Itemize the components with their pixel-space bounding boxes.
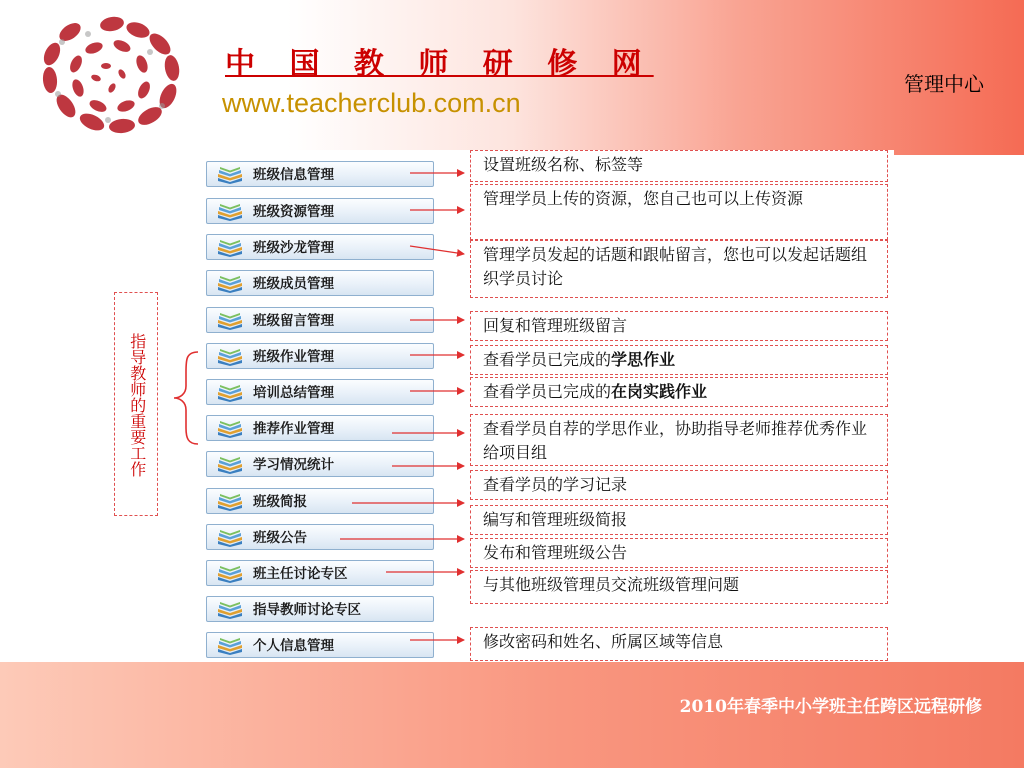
book-stack-icon — [216, 203, 244, 221]
footer-banner — [0, 662, 1024, 768]
menu-button-3[interactable] — [206, 234, 434, 260]
book-stack-icon — [216, 239, 244, 257]
menu-button-8[interactable] — [206, 415, 434, 441]
description-box-1 — [470, 150, 888, 182]
description-text: 查看学员的学习记录 — [483, 475, 628, 494]
description-text: 发布和管理班级公告 — [483, 543, 628, 562]
description-box-3 — [470, 240, 888, 298]
menu-button-10[interactable] — [206, 488, 434, 514]
menu-button-label: 班级留言管理 — [253, 313, 334, 329]
footer-text: 2010年春季中小学班主任跨区远程研修 — [679, 697, 982, 717]
book-stack-icon — [216, 420, 244, 438]
description-emphasis: 在岗实践作业 — [611, 382, 708, 401]
description-text: 与其他班级管理员交流班级管理问题 — [483, 575, 740, 594]
book-stack-icon — [216, 348, 244, 366]
menu-button-4[interactable] — [206, 270, 434, 296]
menu-button-label: 班级简报 — [253, 494, 307, 510]
menu-button-label: 班级沙龙管理 — [253, 240, 334, 256]
header-banner — [0, 0, 1024, 155]
description-box-5 — [470, 345, 888, 375]
menu-button-label: 个人信息管理 — [253, 638, 334, 654]
site-title: 中 国 教 师 研 修 网 — [225, 47, 654, 82]
menu-button-1[interactable] — [206, 161, 434, 187]
description-text: 修改密码和姓名、所属区域等信息 — [483, 632, 724, 651]
menu-button-7[interactable] — [206, 379, 434, 405]
menu-button-2[interactable] — [206, 198, 434, 224]
menu-button-label: 推荐作业管理 — [253, 421, 334, 437]
description-text: 查看学员自荐的学思作业，协助指导老师推荐优秀作业给项目组 — [483, 419, 868, 462]
description-text: 管理学员上传的资源，您自己也可以上传资源 — [483, 189, 804, 208]
menu-button-label: 班级作业管理 — [253, 349, 334, 365]
menu-button-14[interactable] — [206, 632, 434, 658]
description-box-9 — [470, 505, 888, 535]
book-stack-icon — [216, 565, 244, 583]
book-stack-icon — [216, 384, 244, 402]
menu-button-label: 班级公告 — [253, 530, 307, 546]
menu-button-12[interactable] — [206, 560, 434, 586]
menu-button-5[interactable] — [206, 307, 434, 333]
description-box-10 — [470, 538, 888, 568]
book-stack-icon — [216, 529, 244, 547]
site-url[interactable]: www.teacherclub.com.cn — [222, 88, 521, 118]
menu-button-11[interactable] — [206, 524, 434, 550]
description-text: 查看学员已完成的 — [483, 382, 612, 401]
book-stack-icon — [216, 493, 244, 511]
curly-brace-icon — [174, 352, 198, 444]
side-label-box — [114, 292, 158, 516]
management-center-label: 管理中心 — [904, 72, 984, 96]
description-box-8 — [470, 470, 888, 500]
menu-button-6[interactable] — [206, 343, 434, 369]
book-stack-icon — [216, 166, 244, 184]
description-text: 设置班级名称、标签等 — [483, 155, 644, 174]
teacherclub-logo-icon — [22, 10, 202, 140]
description-box-4 — [470, 311, 888, 341]
side-label-text: 指导教师的重要工作 — [127, 333, 147, 477]
menu-button-label: 班级资源管理 — [253, 204, 334, 220]
description-box-7 — [470, 414, 888, 466]
book-stack-icon — [216, 456, 244, 474]
book-stack-icon — [216, 275, 244, 293]
description-text: 查看学员已完成的 — [483, 350, 612, 369]
menu-button-label: 班级成员管理 — [253, 276, 334, 292]
book-stack-icon — [216, 312, 244, 330]
menu-button-9[interactable] — [206, 451, 434, 477]
menu-button-label: 班级信息管理 — [253, 167, 334, 183]
description-text: 管理学员发起的话题和跟帖留言，您也可以发起话题组织学员讨论 — [483, 245, 868, 288]
description-emphasis: 学思作业 — [611, 350, 676, 369]
menu-button-13[interactable] — [206, 596, 434, 622]
description-text: 编写和管理班级简报 — [483, 510, 628, 529]
menu-button-label: 指导教师讨论专区 — [253, 602, 361, 618]
description-box-6 — [470, 377, 888, 407]
description-box-12 — [470, 627, 888, 661]
description-text: 回复和管理班级留言 — [483, 316, 628, 335]
menu-button-label: 班主任讨论专区 — [253, 566, 348, 582]
book-stack-icon — [216, 637, 244, 655]
menu-button-label: 学习情况统计 — [253, 457, 334, 473]
book-stack-icon — [216, 601, 244, 619]
menu-button-label: 培训总结管理 — [253, 385, 334, 401]
description-box-11 — [470, 570, 888, 604]
description-box-2 — [470, 184, 888, 240]
